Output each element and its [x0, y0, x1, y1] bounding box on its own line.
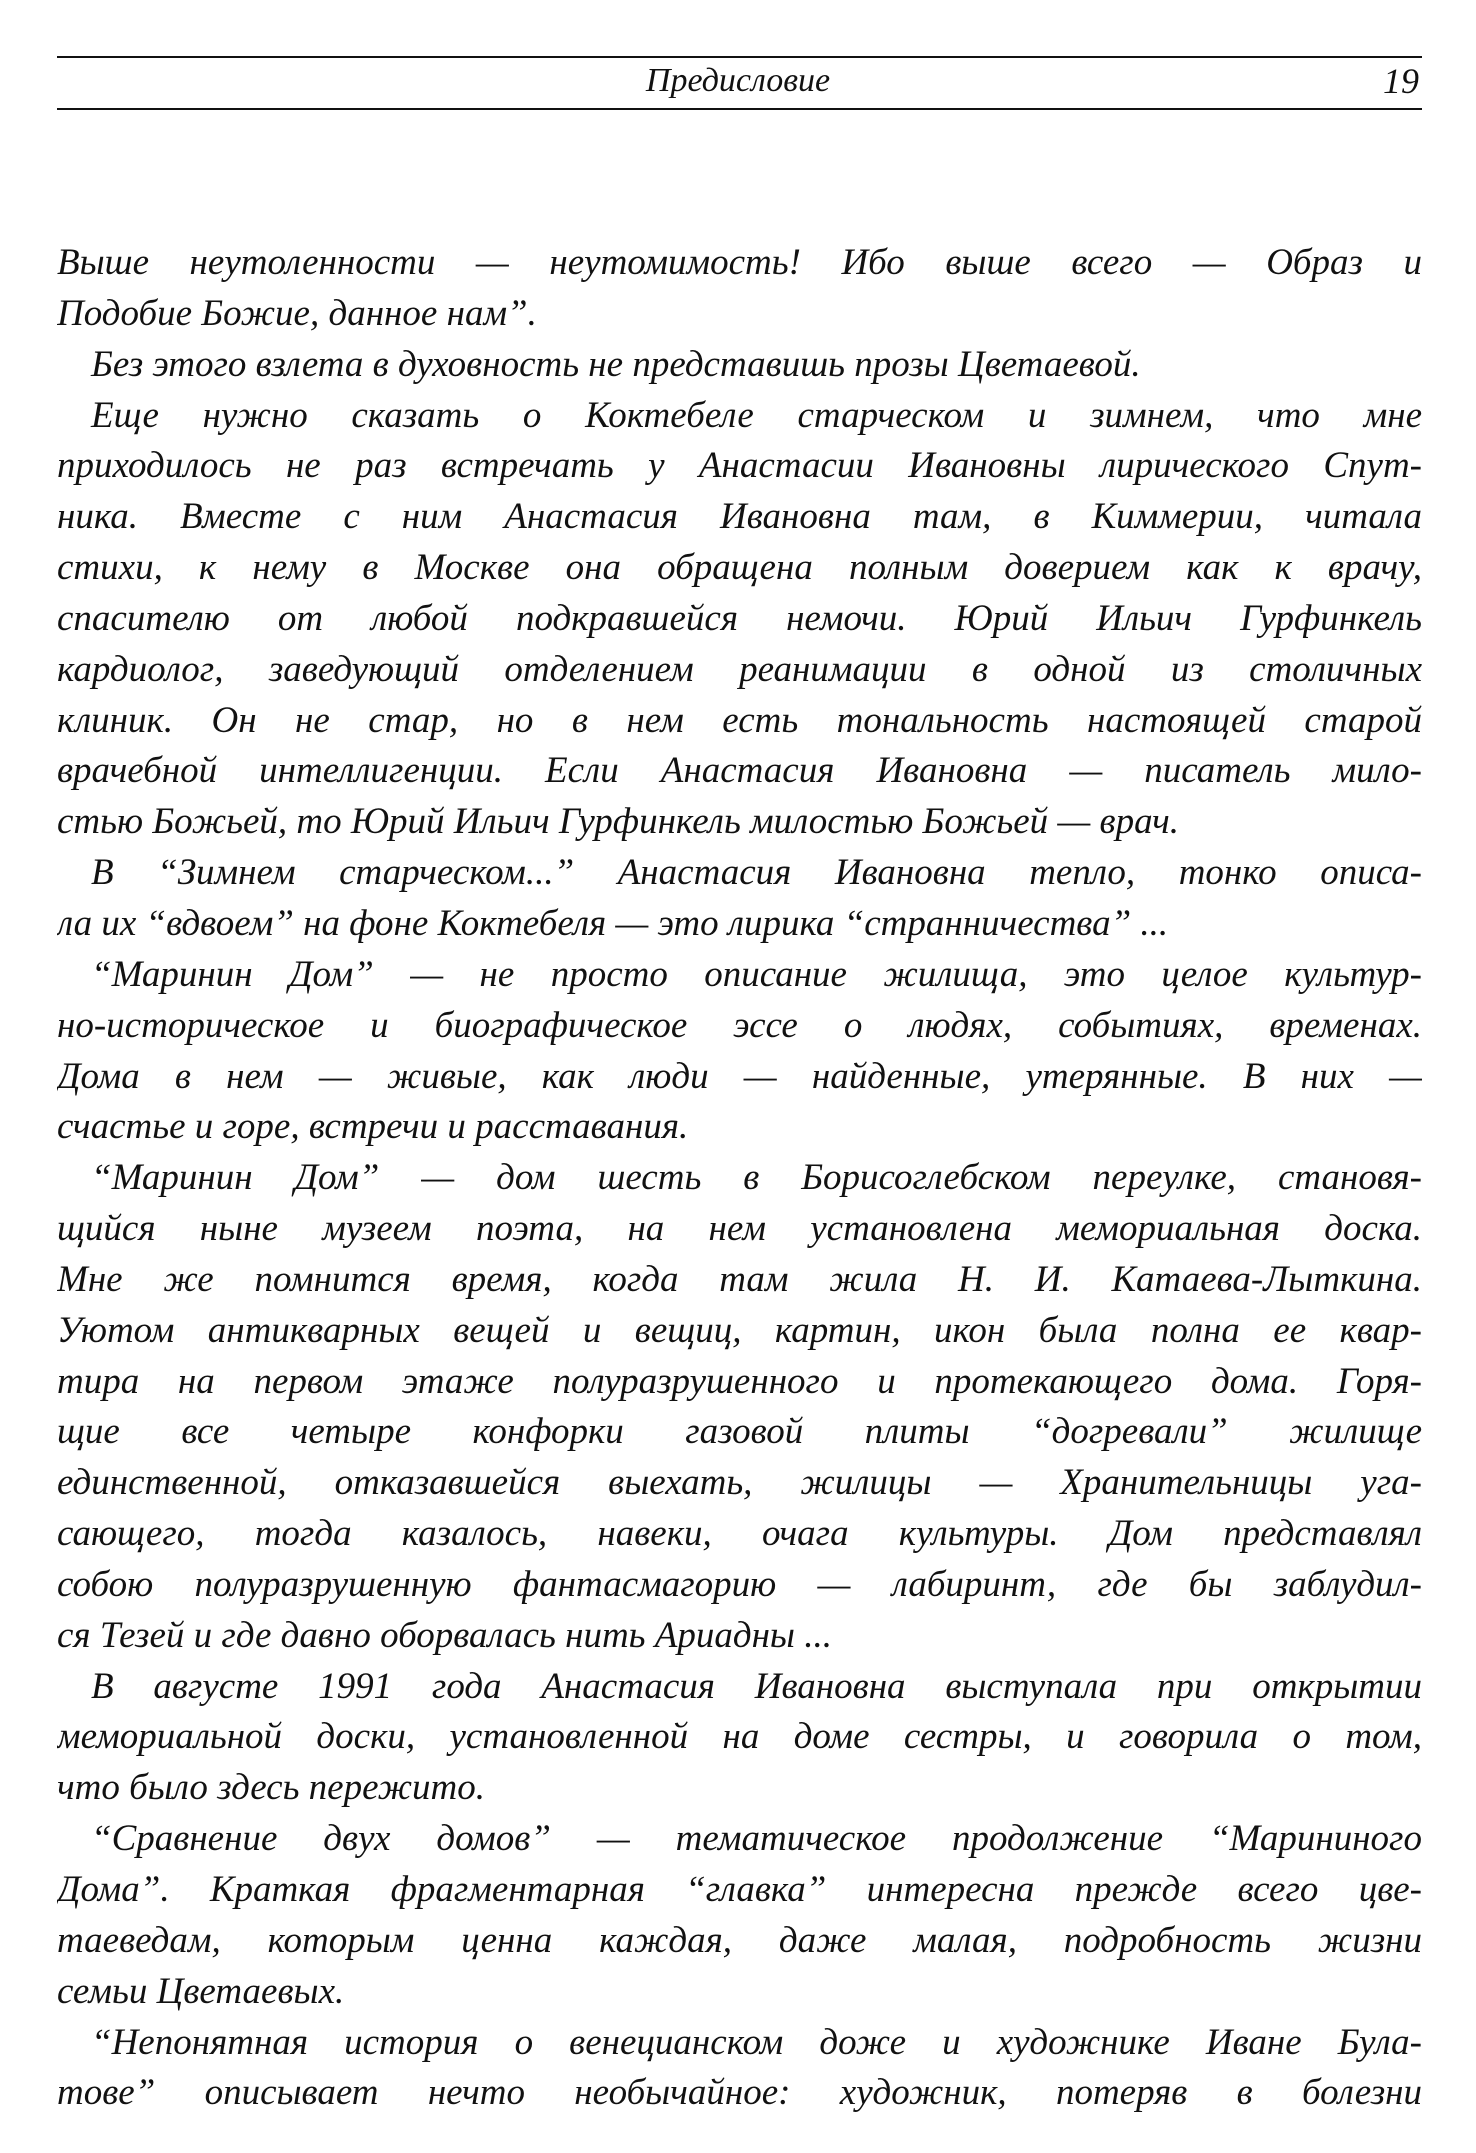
- text-line: стью Божьей, то Юрий Ильич Гурфинкель милостью Божьей — врач.: [57, 801, 1179, 843]
- text-line: таеведам, которым ценна каждая, даже малая, подробность жизни: [57, 1919, 1422, 1961]
- header-bottom-rule: [57, 108, 1422, 110]
- running-header-title: Предисловие: [645, 62, 831, 99]
- text-line: тове” описывает нечто необычайное: художник, потеряв в болезни: [57, 2072, 1422, 2114]
- text-line: ла их “вдвоем” на фоне Коктебеля — это лирика “странничества” ...: [57, 902, 1169, 944]
- text-line: В “Зимнем старческом...” Анастасия Ивановна тепло, тонко описа-: [91, 852, 1422, 894]
- text-line: ника. Вместе с ним Анастасия Ивановна там, в Киммерии, читала: [57, 496, 1422, 538]
- text-line: мемориальной доски, установленной на доме сестры, и говорила о том,: [57, 1716, 1422, 1758]
- text-line: Выше неутоленности — неутомимость! Ибо выше всего — Образ и: [57, 242, 1422, 283]
- text-line: сающего, тогда казалось, навеки, очага культуры. Дом представлял: [57, 1513, 1422, 1555]
- text-line: спасителю от любой подкравшейся немочи. Юрий Ильич Гурфинкель: [57, 597, 1422, 639]
- text-line: ся Тезей и где давно оборвалась нить Ариадны ...: [57, 1614, 832, 1656]
- text-line: Без этого взлета в духовность не представишь прозы Цветаевой.: [91, 343, 1141, 385]
- text-line: что было здесь пережито.: [57, 1767, 485, 1809]
- text-line: “Сравнение двух домов” — тематическое продолжение “Марининого: [91, 1818, 1422, 1860]
- text-line: Уютом антикварных вещей и вещиц, картин, икон была полна ее квар-: [57, 1309, 1422, 1351]
- body-text: [57, 238, 1422, 2119]
- text-line: клиник. Он не стар, но в нем есть тональность настоящей старой: [57, 699, 1422, 741]
- text-line: кардиолог, заведующий отделением реанимации в одной из столичных: [57, 648, 1422, 690]
- text-line: Дома”. Краткая фрагментарная “главка” интересна прежде всего цве-: [57, 1869, 1422, 1910]
- text-line: собою полуразрушенную фантасмагорию — лабиринт, где бы заблудил-: [57, 1563, 1422, 1605]
- text-line: но-историческое и биографическое эссе о людях, событиях, временах.: [57, 1004, 1422, 1046]
- text-line: “Непонятная история о венецианском доже и художнике Иване Була-: [91, 2021, 1422, 2063]
- text-line: В августе 1991 года Анастасия Ивановна выступала при открытии: [91, 1665, 1422, 1707]
- text-line: стихи, к нему в Москве она обращена полным доверием как к врачу,: [57, 547, 1422, 589]
- text-line: врачебной интеллигенции. Если Анастасия Ивановна — писатель мило-: [57, 750, 1422, 792]
- text-line: тира на первом этаже полуразрушенного и протекающего дома. Горя-: [57, 1360, 1422, 1402]
- text-line: приходилось не раз встречать у Анастасии Ивановны лирического Спут-: [57, 445, 1422, 487]
- text-line: семьи Цветаевых.: [57, 1970, 345, 2012]
- text-line: “Маринин Дом” — дом шесть в Борисоглебском переулке, становя-: [91, 1157, 1422, 1199]
- text-line: щие все четыре конфорки газовой плиты “догревали” жилище: [57, 1411, 1422, 1453]
- text-line: “Маринин Дом” — не просто описание жилища, это целое культур-: [91, 953, 1422, 995]
- text-line: Подобие Божие, данное нам”.: [57, 292, 537, 334]
- text-line: щийся ныне музеем поэта, на нем установлена мемориальная доска.: [57, 1208, 1422, 1250]
- text-line: счастье и горе, встречи и расставания.: [57, 1106, 689, 1148]
- page-number: 19: [1383, 61, 1419, 101]
- text-line: единственной, отказавшейся выехать, жилицы — Хранительницы уга-: [57, 1462, 1422, 1504]
- text-line: Дома в нем — живые, как люди — найденные, утерянные. В них —: [57, 1055, 1422, 1097]
- text-line: Еще нужно сказать о Коктебеле старческом и зимнем, что мне: [91, 394, 1422, 436]
- text-line: Мне же помнится время, когда там жила Н. И. Катаева-Лыткина.: [57, 1258, 1422, 1300]
